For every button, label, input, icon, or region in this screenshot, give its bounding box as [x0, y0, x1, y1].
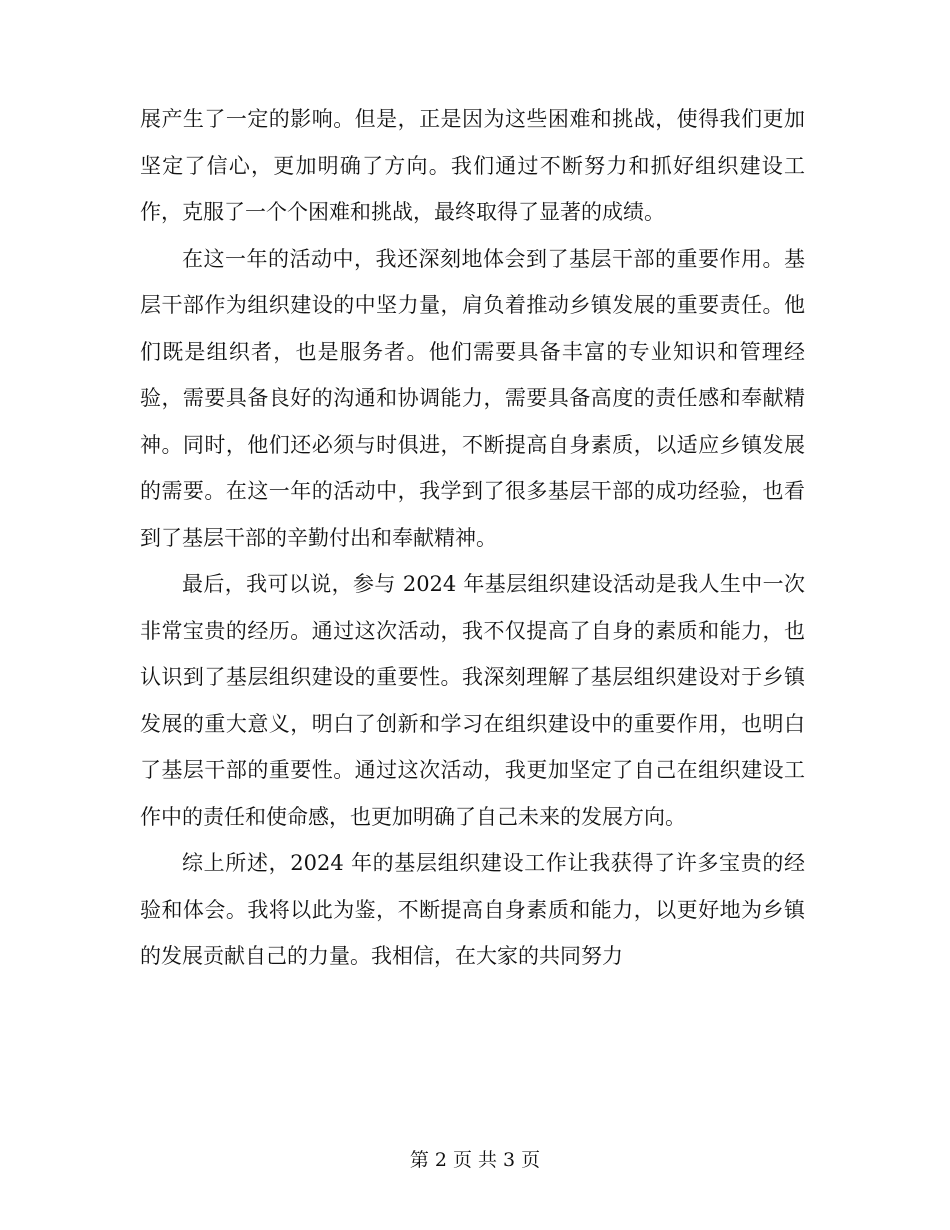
document-body: [140, 96, 805, 980]
paragraph-grassroots-cadres: 在这一年的活动中，我还深刻地体会到了基层干部的重要作用。基层干部作为组织建设的中坚力量，肩负着推动乡镇发展的重要责任。他们既是组织者，也是服务者。他们需要具备丰富的专业知识和管理经验，需要具备良好的沟通和协调能力，需要具备高度的责任感和奉献精神。同时，他们还必须与时俱进，不断提高自身素质，以适应乡镇发展的需要。在这一年的活动中，我学到了很多基层干部的成功经验，也看到了基层干部的辛勤付出和奉献精神。: [140, 246, 805, 550]
paragraph-conclusion-experience: 最后，我可以说，参与 2024 年基层组织建设活动是我人生中一次非常宝贵的经历。通过这次活动，我不仅提高了自身的素质和能力，也认识到了基层组织建设的重要性。我深刻理解了基层组织建设对于乡镇发展的重大意义，明白了创新和学习在组织建设中的重要作用，也明白了基层干部的重要性。通过这次活动，我更加坚定了自己在组织建设工作中的责任和使命感，也更加明确了自己未来的发展方向。: [140, 572, 805, 829]
paragraph-summary: 综上所述，2024 年的基层组织建设工作让我获得了许多宝贵的经验和体会。我将以此为鉴，不断提高自身素质和能力，以更好地为乡镇的发展贡献自己的力量。我相信，在大家的共同努力: [140, 851, 805, 968]
page-footer-number: 第 2 页 共 3 页: [409, 1149, 541, 1171]
paragraph-continuation: 展产生了一定的影响。但是，正是因为这些困难和挑战，使得我们更加坚定了信心，更加明确了方向。我们通过不断努力和抓好组织建设工作，克服了一个个困难和挑战，最终取得了显著的成绩。: [140, 107, 805, 224]
